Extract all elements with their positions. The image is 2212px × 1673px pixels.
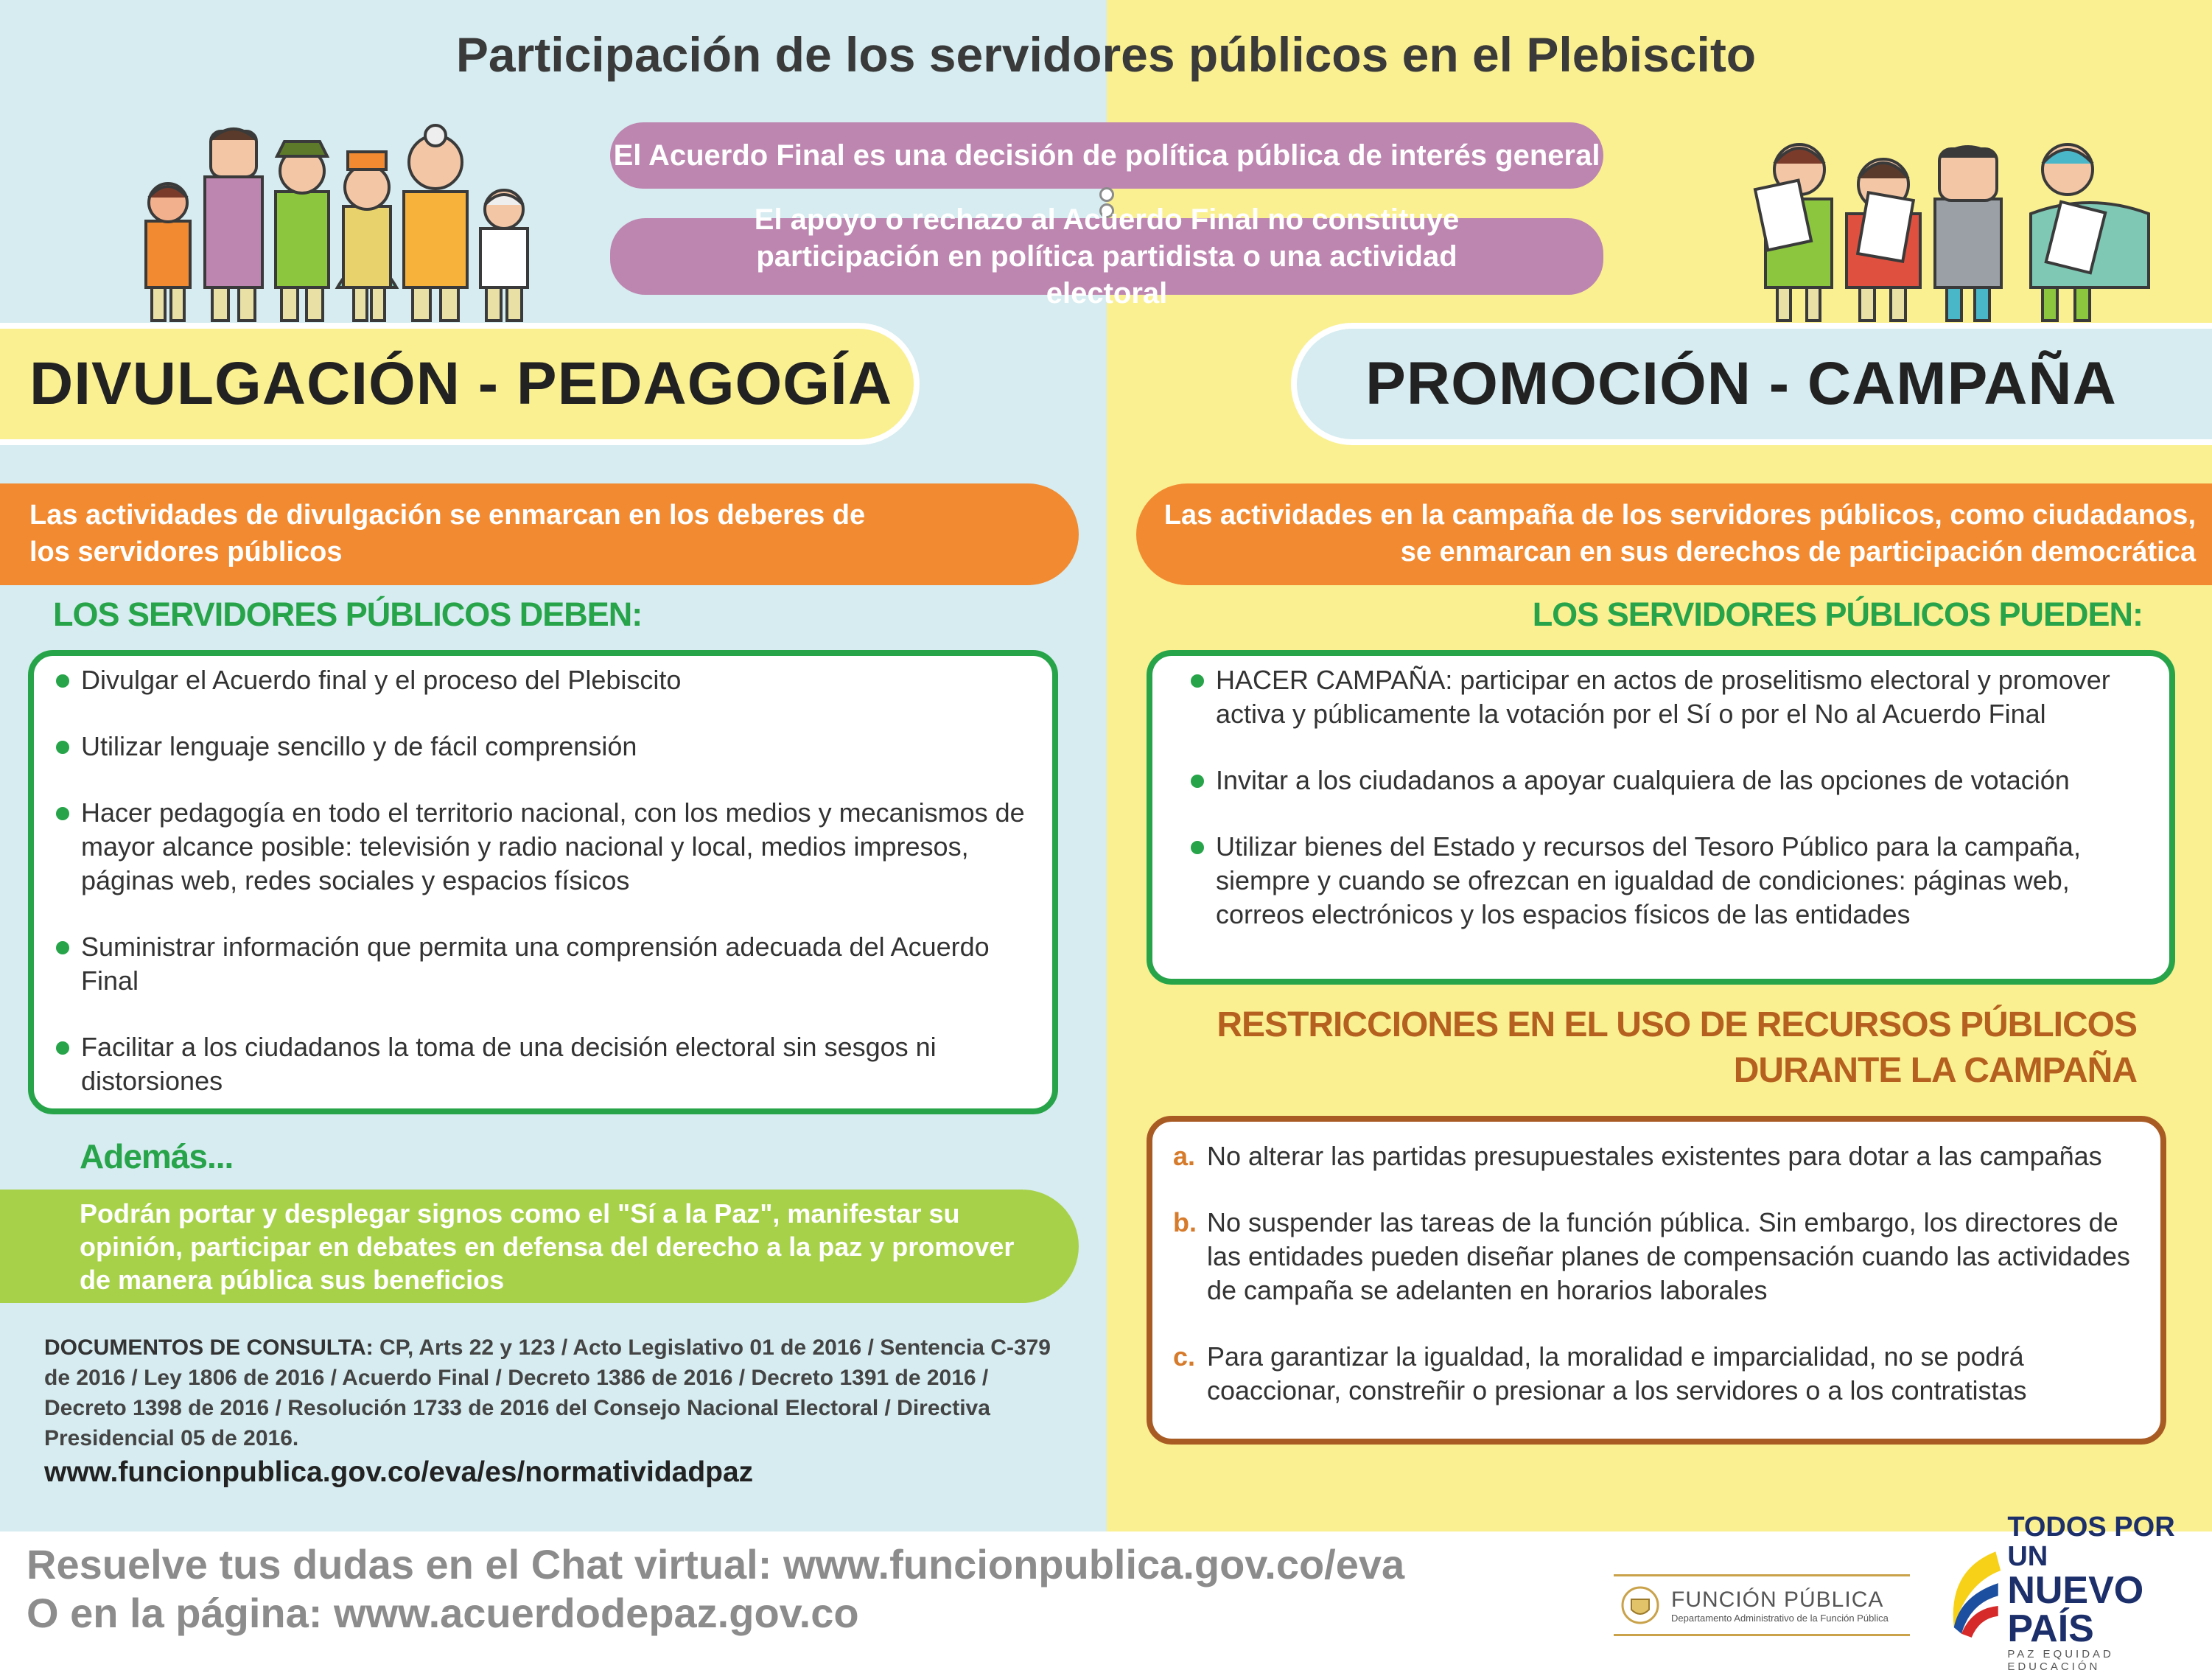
list-text: Para garantizar la igualdad, la moralidad e imparcialidad, no se podrá coaccionar, constreñir o presionar a los servidores o a los contratistas bbox=[1207, 1341, 2027, 1405]
people-group-left-illustration bbox=[124, 111, 551, 324]
logo-line1: TODOS POR UN bbox=[2007, 1512, 2175, 1572]
ademas-text: Podrán portar y desplegar signos como el "Sí a la Paz", manifestar su opinión, participar en debates en defensa del derecho a la paz y promover de manera pública sus beneficios bbox=[80, 1198, 1015, 1295]
list-item: Utilizar bienes del Estado y recursos del Tesoro Público para la campaña, siempre y cuando se ofrezcan en igualdad de condiciones: páginas web, correos electrónicos y los espacios físicos de las entidades bbox=[1189, 830, 2155, 932]
list-letter: a. bbox=[1173, 1141, 1196, 1171]
connector-dot bbox=[1099, 187, 1114, 202]
logo-line3: PAZ EQUIDAD EDUCACIÓN bbox=[2007, 1648, 2114, 1673]
restricciones-title-line2: DURANTE LA CAMPAÑA bbox=[1733, 1051, 2137, 1090]
banner-acuerdo-final: El Acuerdo Final es una decisión de política pública de interés general bbox=[610, 122, 1603, 189]
documentos-consulta-text: CP, Arts 22 y 123 / Acto Legislativo 01 de 2016 / Sentencia C-379 de 2016 / Ley 1806 de 2016 / Acuerdo Final / Decreto 1386 de 2016 / Decreto 1391 de 2016 / Decreto 1398 de 2016 / Resolución 1733 de 2016 del Consejo Nacional Electoral / Directiva Presidencial 05 de 2016. bbox=[44, 1335, 1051, 1450]
restricciones-title bbox=[1149, 1002, 2137, 1094]
coat-of-arms-icon bbox=[1618, 1583, 1662, 1627]
list-item: Suministrar información que permita una comprensión adecuada del Acuerdo Final bbox=[55, 930, 1035, 998]
flag-swoosh-icon bbox=[1935, 1537, 2004, 1648]
list-letter: b. bbox=[1173, 1207, 1197, 1237]
list-text: No alterar las partidas presupuestales existentes para dotar a las campañas bbox=[1207, 1141, 2102, 1171]
documentos-consulta-label: DOCUMENTOS DE CONSULTA: bbox=[44, 1335, 374, 1360]
list-item bbox=[1173, 1139, 2146, 1173]
pueden-title: LOS SERVIDORES PÚBLICOS PUEDEN: bbox=[1532, 595, 2143, 633]
documentos-consulta bbox=[44, 1333, 1076, 1453]
deben-title: LOS SERVIDORES PÚBLICOS DEBEN: bbox=[53, 595, 643, 633]
section-heading-promocion: PROMOCIÓN - CAMPAÑA bbox=[1365, 350, 2117, 417]
chat-virtual-link[interactable]: Resuelve tus dudas en el Chat virtual: www.funcionpublica.gov.co/eva bbox=[27, 1541, 1405, 1588]
acuerdo-paz-link[interactable]: O en la página: www.acuerdodepaz.gov.co bbox=[27, 1590, 859, 1636]
pueden-list bbox=[1189, 663, 2155, 964]
divulgacion-intro bbox=[0, 483, 1079, 585]
page-title: Participación de los servidores públicos en el Plebiscito bbox=[455, 27, 1757, 82]
section-heading-divulgacion: DIVULGACIÓN - PEDAGOGÍA bbox=[29, 350, 893, 417]
divulgacion-intro-text: Las actividades de divulgación se enmarcan en los deberes de los servidores públicos bbox=[29, 500, 866, 567]
list-letter: c. bbox=[1173, 1341, 1196, 1372]
funcion-publica-logo bbox=[1614, 1574, 1910, 1636]
restricciones-title-line1: RESTRICCIONES EN EL USO DE RECURSOS PÚBLICOS bbox=[1217, 1005, 2137, 1044]
todos-por-un-nuevo-pais-logo bbox=[1935, 1512, 2208, 1673]
promocion-intro-text: Las actividades en la campaña de los servidores públicos, como ciudadanos, se enmarcan en sus derechos de participación democrática bbox=[1163, 500, 2196, 567]
list-item: Facilitar a los ciudadanos la toma de una decisión electoral sin sesgos ni distorsiones bbox=[55, 1030, 1035, 1098]
funcion-publica-name: FUNCIÓN PÚBLICA bbox=[1671, 1587, 1884, 1612]
list-item: Hacer pedagogía en todo el territorio nacional, con los medios y mecanismos de mayor alcance posible: televisión y radio nacional y local, medios impresos, páginas web, redes sociales y espacios físicos bbox=[55, 796, 1035, 898]
deben-list bbox=[55, 663, 1035, 1131]
normatividad-link[interactable]: www.funcionpublica.gov.co/eva/es/normatividadpaz bbox=[44, 1456, 754, 1488]
list-text: No suspender las tareas de la función pública. Sin embargo, los directores de las entidades pueden diseñar planes de compensación cuando las actividades de campaña se adelanten en horarios laborales bbox=[1207, 1207, 2130, 1305]
list-item: Invitar a los ciudadanos a apoyar cualquiera de las opciones de votación bbox=[1189, 764, 2155, 797]
funcion-publica-subtitle: Departamento Administrativo de la Función Pública bbox=[1671, 1612, 1889, 1624]
people-voting-right-illustration bbox=[1751, 125, 2163, 324]
list-item bbox=[1173, 1206, 2146, 1307]
list-item bbox=[1173, 1340, 2146, 1408]
ademas-box bbox=[0, 1190, 1079, 1303]
banner-apoyo-rechazo-text: El apoyo o rechazo al Acuerdo Final no constituye participación en política partidista o una actividad electoral bbox=[754, 203, 1460, 310]
logo-line2: NUEVO PAÍS bbox=[2007, 1569, 2144, 1650]
restricciones-list bbox=[1173, 1139, 2146, 1440]
ademas-title: Además... bbox=[80, 1137, 234, 1176]
list-item: Divulgar el Acuerdo final y el proceso del Plebiscito bbox=[55, 663, 1035, 697]
promocion-intro bbox=[1136, 483, 2212, 585]
list-item: Utilizar lenguaje sencillo y de fácil comprensión bbox=[55, 730, 1035, 764]
list-item: HACER CAMPAÑA: participar en actos de proselitismo electoral y promover activa y públicamente la votación por el Sí o por el No al Acuerdo Final bbox=[1189, 663, 2155, 731]
banner-apoyo-rechazo bbox=[610, 203, 1603, 310]
